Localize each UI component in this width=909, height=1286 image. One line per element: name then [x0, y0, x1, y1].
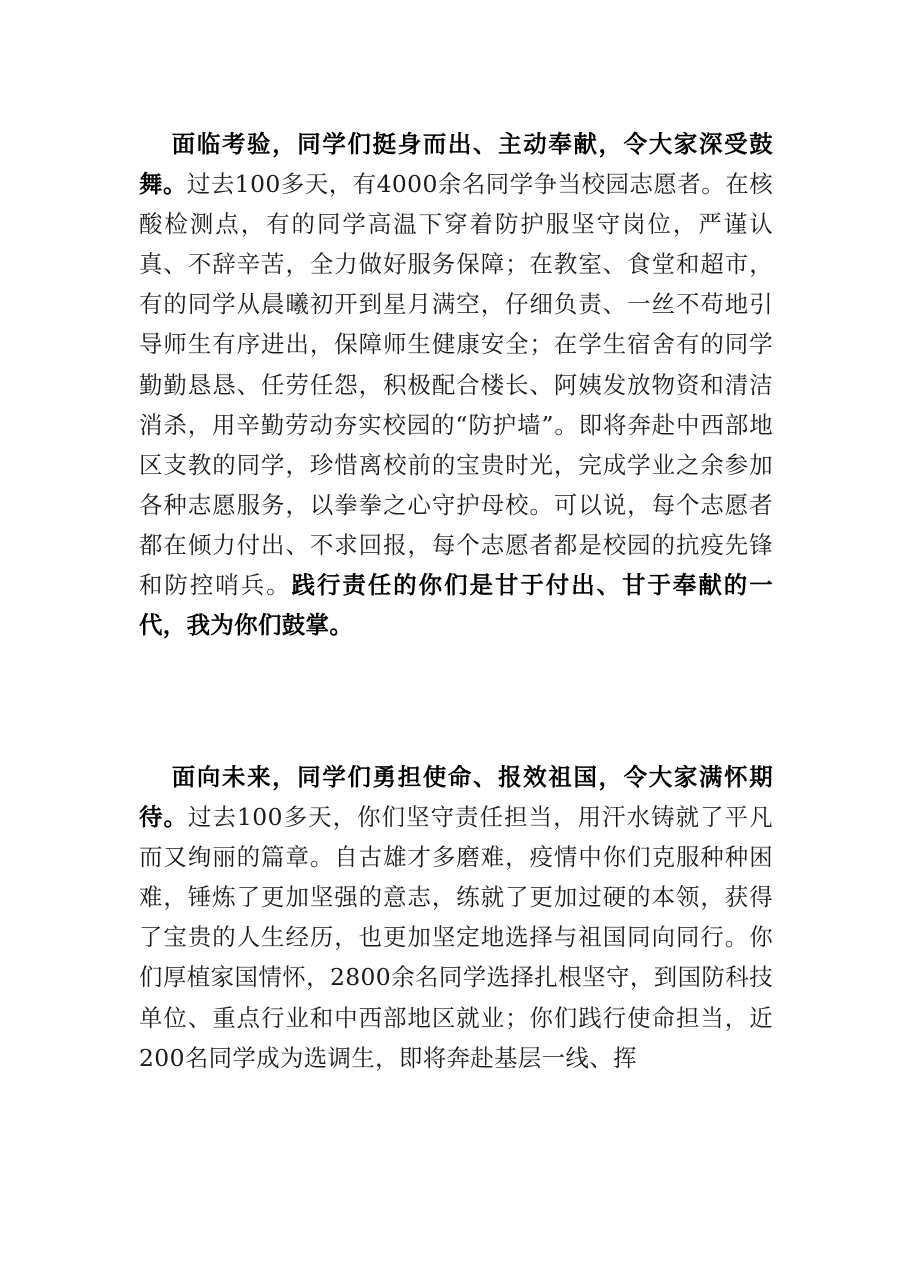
paragraph-lead-bold: 面向未来，同学们勇担使命、报效祖国，令大家满怀期待。	[139, 763, 773, 832]
paragraph-future	[139, 757, 773, 1078]
paragraph-body: 过去100多天，你们坚守责任担当，用汗水铸就了平凡而又绚丽的篇章。自古雄才多磨难，疫情中你们克服种种困难，锤炼了更加坚强的意志，练就了更加过硬的本领，获得了宝贵的人生经历，也更加坚定地选择与祖国同向同行。你们厚植家国情怀，2800余名同学选择扎根坚守，到国防科技单位、重点行业和中西部地区就业；你们践行使命担当，近200名同学成为选调生，即将奔赴基层一线、挥	[139, 803, 773, 1072]
paragraph-volunteers	[139, 124, 773, 645]
paragraph-tail-bold: 践行责任的你们是甘于付出、甘于奉献的一代，我为你们鼓掌。	[139, 571, 773, 640]
paragraph-body: 过去100多天，有4000余名同学争当校园志愿者。在核酸检测点，有的同学高温下穿着防护服坚守岗位，严谨认真、不辞辛苦，全力做好服务保障；在教室、食堂和超市，有的同学从晨曦初开到星月满空，仔细负责、一丝不苟地引导师生有序进出，保障师生健康安全；在学生宿舍有的同学勤勤恳恳、任劳任怨，积极配合楼长、阿姨发放物资和清洁消杀，用辛勤劳动夯实校园的“防护墙”。即将奔赴中西部地区支教的同学，珍惜离校前的宝贵时光，完成学业之余参加各种志愿服务，以拳拳之心守护母校。可以说，每个志愿者都在倾力付出、不求回报，每个志愿者都是校园的抗疫先锋和防控哨兵。	[139, 170, 773, 600]
paragraph-lead-bold: 面临考验，同学们挺身而出、主动奉献，令大家深受鼓舞。	[139, 130, 773, 199]
